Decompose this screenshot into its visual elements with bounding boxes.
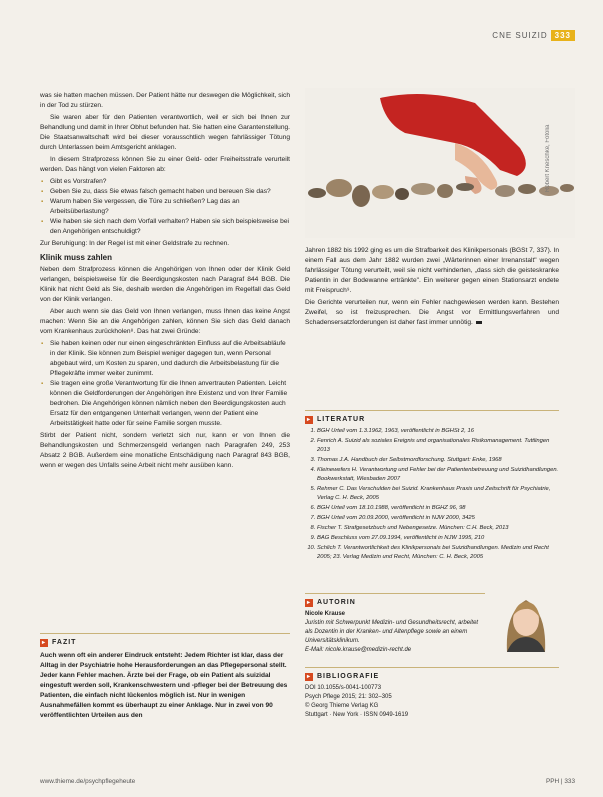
fazit-text: Auch wenn oft ein anderer Eindruck entsteht: Jedem Richter ist klar, dass der Alltag in der Psychiatrie hohe Herausforderungen an das Pflegepersonal stellt. Jeder kann Fehler machen. Ärzte bei der Frage, ob ein Patient als suizidal eingestuft werden soll, Krankenschwestern und -pfleger bei der Betreuung des Patienten, die einfach nicht lückenlos möglich ist. Nur in wenigen Ausnahmefällen kommt es überhaupt zu einer Anklage. Nur in zwei von 90 veröffentlichten Urteilen aus den	[40, 652, 288, 719]
paragraph	[305, 298, 559, 328]
paragraph: Neben dem Strafprozess können die Angehörigen von Ihnen oder der Klinik Geld verlangen, beispielsweise für die Beerdigungskosten nach Paragraf 844 BGB. Die Klinik hat nicht Geld als Sie, deshalb werden die Angehörigen im Regelfall das Geld von der Klinik verlangen.	[40, 266, 290, 303]
autor-label: AUTORIN	[317, 599, 356, 606]
bibliografie-box	[305, 665, 559, 720]
footer-page: PPH | 333	[545, 778, 575, 785]
paragraph: Zur Beruhigung: In der Regel ist mit einer Geldstrafe zu rechnen.	[40, 240, 230, 247]
autor-title	[305, 598, 485, 607]
biblio-label: BIBLIOGRAFIE	[317, 673, 380, 680]
literatur-title	[305, 415, 559, 424]
divider	[305, 667, 559, 668]
subheading: Klinik muss zahlen	[40, 253, 113, 262]
paragraph: was sie hatten machen müssen. Der Patient hätte nur deswegen die Möglichkeit, sich in der Tod zu stürzen.	[40, 92, 290, 109]
section-marker-icon: ▸	[306, 599, 311, 606]
reference-item: 6. BGH Urteil vom 18.10.1988, veröffentlicht in BGHZ 96, 98	[317, 504, 559, 513]
photo-credit: Robert Kneschke, Fotolia	[545, 124, 551, 192]
literatur-label: LITERATUR	[317, 416, 366, 423]
hand-with-stones-image	[305, 88, 575, 238]
page-number-badge: 333	[551, 30, 575, 41]
fazit-title	[40, 638, 290, 648]
paragraph: Sie waren aber für den Patienten verantwortlich, weil er sich bei Ihnen zur Behandlung und damit in Ihrer Obhut befunden hat. Sie hatten eine Garantenstellung. Die Staatsanwaltschaft wird bei dieser vorausschtlich wegen fahrlässiger Tötung durch Unterlassen beim Amtsgericht anklagen.	[40, 114, 291, 151]
paragraph: Aber auch wenn sie das Geld von Ihnen verlangen, muss Ihnen das keine Angst machen: Wenn Sie an die Angehörigen zahlen, können Sie sich das Geld danach vom Krankenhaus zurückholen⁸. Das hat zwei Gründe:	[40, 308, 290, 335]
list-item: ▪ Warum haben Sie vergessen, die Türe zu schließen? Lag das an Arbeitsüberlastung?	[50, 197, 290, 217]
bullet-list	[40, 339, 290, 429]
literatur-box	[305, 408, 559, 563]
list-item: ▪ Gibt es Vorstrafen?	[50, 177, 290, 187]
fazit-label: FAZIT	[52, 639, 77, 646]
page-header	[492, 30, 575, 41]
reference-item: 4. Kleinewefers H. Verantwortung und Fehler bei der Patientenbetreuung und Suizidhandlungen. Bookwerkstatt, Wiesbaden 2007	[317, 466, 559, 484]
list-item: ▪ Wie haben sie sich nach dem Vorfall verhalten? Haben sie sich beispielsweise bei den Angehörigen entschuldigt?	[50, 217, 290, 237]
list-item: ▪ Geben Sie zu, dass Sie etwas falsch gemacht haben und bereuen Sie das?	[50, 187, 290, 197]
section-marker-icon: ▸	[306, 416, 311, 423]
reference-item: 1. BGH Urteil vom 1.3.1962, 1963, veröffentlicht in BGHSt 2, 16	[317, 427, 559, 436]
left-column	[40, 91, 290, 473]
author-bio: Juristin mit Schwerpunkt Medizin- und Gesundheitsrecht, arbeitet als Dozentin in der Kranken- und Altenpflege sowie an einem Universitätsklinikum.	[305, 620, 479, 644]
list-item: ▪ Sie tragen eine große Verantwortung für die Ihnen anvertrauten Patienten. Leicht können die Geldforderungen der Angehörigen ihre Existenz und von Ihrer Familie bedrohen. Die Angehörigen können nämlich neben den Beerdigungskosten auch Ersatz für den entgangenen Unterhalt verlangen, wenn der Patient eine Arbeitstätigkeit hatte oder für seine Familie sorgen musste.	[50, 379, 290, 429]
author-email[interactable]: E-Mail: nicole.krause@medizin-recht.de	[305, 647, 412, 653]
divider	[305, 410, 559, 411]
biblio-line: Stuttgart · New York · ISSN 0949-1619	[305, 712, 409, 718]
reference-item: 10. Schlich T. Verantwortlichkeit des Klinikpersonals bei Suizidhandlungen. Medizin und Recht 2005; 23. Verlag Medizin und Recht, München: C. H. Beck, 2005	[317, 544, 559, 562]
reference-item: 5. Rehmer C. Das Verschulden bei Suizid. Krankenhaus Praxis und Zeitschrift für Psychiatrie, Verlag C. H. Beck, 2005	[317, 485, 559, 503]
fazit-box	[40, 631, 290, 721]
paragraph: Jahren 1882 bis 1992 ging es um die Strafbarkeit des Klinikpersonals (BGSt 7, 337). In einem Fall aus dem Jahr 1882 wurden zwei „Wärterinnen einer Irrenanstalt" wegen fahrlässiger Tötung verurteilt, weil sie nicht verhinderten, „dass sich die geisteskranke Patientin in der Bodewanne ertränkte". Ein weiterer gegen einen Stationsarzt endete mit Freispruch⁹.	[305, 247, 559, 294]
section-marker-icon: ▸	[41, 640, 46, 646]
photo-hand-stones	[305, 88, 575, 238]
paragraph: Stirbt der Patient nicht, sondern verletzt sich nur, kann er von Ihnen die Behandlungskosten und Schmerzensgeld verlangen nach Paragrafen 249, 253 Absatz 2 BGB. Außerdem eine monatliche Entschädigung nach Paragraf 843 BGB, wenn er wegen des Unfalls seine Arbeit nicht mehr ausüben kann.	[40, 432, 290, 469]
end-mark-icon	[476, 321, 482, 324]
autor-box	[305, 591, 485, 655]
biblio-line: DOI 10.1055/s-0041-100773	[305, 685, 382, 691]
reference-item: 3. Thomas J.A. Handbuch der Selbstmordforschung. Stuttgart: Enke, 1968	[317, 456, 559, 465]
list-item: ▪ Sie haben keinen oder nur einen eingeschränkten Einfluss auf die Arbeitsabläufe in der Klinik. Sie können zum Beispiel weniger dagegen tun, wenn Personal abgebaut wird, um Kosten zu sparen, und dadurch die Arbeitsbelastung für die Pflegekräfte immer weiter zunimmt.	[50, 339, 290, 379]
reference-item: 2. Fenrich A. Suizid als soziales Ereignis und organisationales Risikomanagement. Tuttlingen 2013	[317, 437, 559, 455]
biblio-line: Psych Pflege 2015; 21: 302–305	[305, 694, 392, 700]
biblio-line: © Georg Thieme Verlag KG	[305, 703, 379, 709]
reference-item: 9. BAG Beschluss vom 27.09.1994, veröffentlicht in NJW 1995, 210	[317, 534, 559, 543]
biblio-title	[305, 672, 559, 681]
reference-item: 7. BGH Urteil vom 20.09.2000, veröffentlicht in NJW 2000, 3425	[317, 514, 559, 523]
reference-list	[305, 427, 559, 562]
reference-item: 8. Fischer T. Strafgesetzbuch und Nebengesetze. München: C.H. Beck, 2013	[317, 524, 559, 533]
paragraph: In diesem Strafprozess können Sie zu einer Geld- oder Freiheitsstrafe verurteilt werden. Das hängt von vielen Faktoren ab:	[40, 156, 290, 173]
footer-url[interactable]: www.thieme.de/psychpflegeheute	[40, 778, 136, 785]
divider	[305, 593, 485, 594]
author-name: Nicole Krause	[305, 611, 346, 617]
divider	[40, 633, 290, 634]
right-column	[305, 246, 559, 330]
bullet-list	[40, 177, 290, 237]
section-marker-icon: ▸	[306, 673, 311, 680]
section-label: CNE SUIZID	[492, 31, 548, 40]
paragraph-text: Die Gerichte verurteilen nur, wenn ein Fehler nachgewiesen werden kann. Bestehen Zweifel, so ist freizusprechen. Die Angst vor Ermittlungsverfahren und Schadensersatzforderungen ist daher fast immer unnötig.	[305, 299, 559, 326]
author-portrait	[493, 592, 559, 652]
